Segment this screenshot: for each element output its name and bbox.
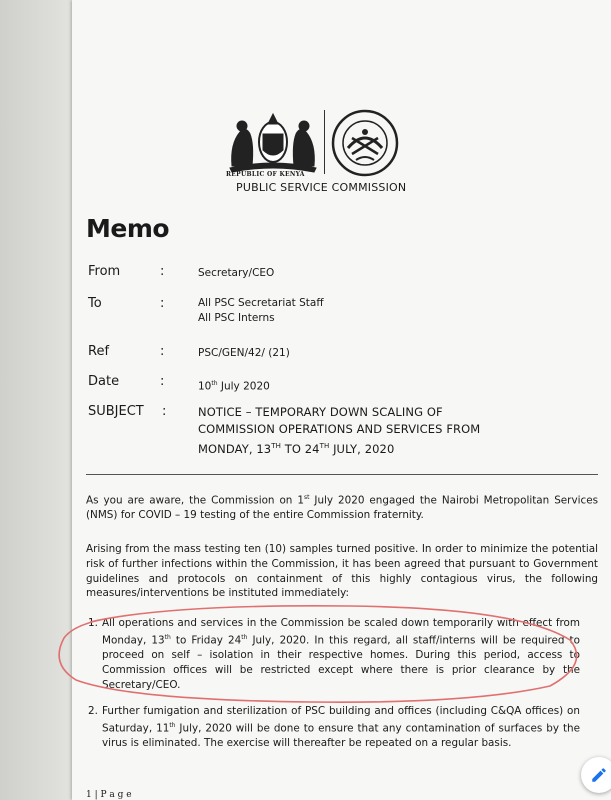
pencil-icon — [590, 766, 608, 784]
date-value: 10th July 2020 — [198, 380, 270, 393]
subject-label: SUBJECT — [88, 404, 144, 419]
psc-seal-icon — [330, 108, 400, 178]
to-label: To — [88, 296, 102, 311]
organization-name: PUBLIC SERVICE COMMISSION — [236, 181, 407, 194]
to-colon: : — [160, 296, 165, 311]
ref-value: PSC/GEN/42/ (21) — [198, 347, 290, 359]
coat-of-arms-caption: REPUBLIC OF KENYA — [226, 171, 305, 178]
to-value-line1: All PSC Secretariat Staff — [198, 297, 324, 309]
ref-label: Ref — [88, 344, 110, 359]
letterhead — [224, 104, 524, 204]
subject-value: NOTICE – TEMPORARY DOWN SCALING OF COMMISSION OPERATIONS AND SERVICES FROM MONDAY, 13TH TO 24TH JULY, 2020 — [198, 405, 481, 456]
subject-colon: : — [162, 404, 167, 419]
from-label: From — [88, 264, 121, 279]
memo-title: Memo — [86, 214, 170, 243]
paragraph-intro: As you are aware, the Commission on 1st July 2020 engaged the Nairobi Metropolitan Services (NMS) for COVID – 19 testing of the entire Commission fraternity. — [86, 494, 599, 522]
ref-colon: : — [160, 344, 165, 359]
from-colon: : — [160, 264, 165, 279]
page-footer: 1 | P a g e — [86, 790, 132, 800]
date-colon: : — [160, 374, 165, 389]
header-rule — [86, 474, 598, 475]
page-edge-shadow — [0, 0, 72, 800]
paragraph-testing: Arising from the mass testing ten (10) samples turned positive. In order to minimize the potential risk of further infections within the Commission, it has been agreed that pursuant to Government guidelines and protocols on containment of this highly contagious virus, the following measures/interventions be instituted immediately: — [86, 543, 598, 600]
letterhead-divider — [324, 110, 325, 174]
from-value: Secretary/CEO — [198, 267, 275, 279]
date-label: Date — [88, 374, 120, 389]
edit-button[interactable] — [581, 757, 611, 793]
document-page: REPUBLIC OF KENYA PUBLIC SERVICE COMMISSION Memo From : Secretary/CEO To : All PSC Secretariat Staff All PSC Interns Ref : PSC/GEN/42/ (21) Date : 10th July 2020 SUBJECT : NOTICE – TEMPORARY DOWN SCALING OF COMMISSION OPERATIONS AND SERVICES FROM MONDAY, 13TH TO 24TH JULY, 2020 As you are aware, the Commission on 1st July 2020 engaged the Nairobi Metropolitan Services (NMS) for COVID – 19 testing of the entire Commission fraternity. Arising from the mass testing ten (10) samples turned positive. In order to minimize the potential risk of further infections within the Commission, it has been agreed that pursuant to Government guidelines and protocols on containment of this highly contagious virus, the following measures/interventions be instituted immediately: 1. All operations and services in the Commission be scaled down temporarily with effect from Monday, 13th to Friday 24th July, 2020. In this regard, all staff/interns will be required to proceed on self – isolation in their respective homes. During this period, access to Commission offices will be restricted except where there is prior clearance by the Secretary/CEO. 2. Further fumigation and sterilization of PSC building and offices (including C&QA offices) on Saturday, 11th July, 2020 will be done to ensure that any contamination of surfaces by the virus is eliminated. The exercise will thereafter be repeated on a regular basis. 1 | P a g e — [72, 0, 611, 800]
to-value-line2: All PSC Interns — [198, 312, 275, 324]
